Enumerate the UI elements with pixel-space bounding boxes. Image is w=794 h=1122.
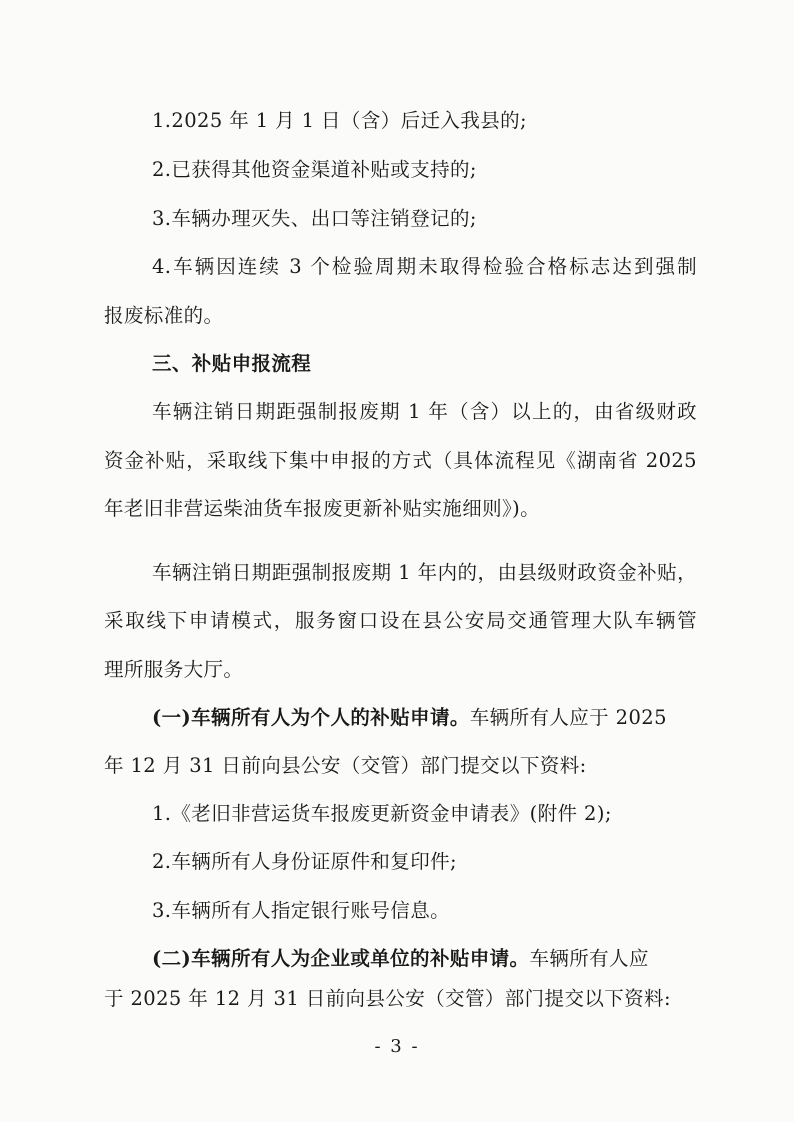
text-line: 2.已获得其他资金渠道补贴或支持的;	[152, 158, 477, 181]
text-run: 车辆所有人应	[529, 947, 649, 970]
text-line: 年老旧非营运柴油货车报废更新补贴实施细则》)。	[104, 497, 541, 520]
subsection-heading: (一)车辆所有人为个人的补贴申请。	[152, 706, 470, 729]
subsection-line	[152, 945, 649, 973]
text-run: 车辆所有人应于 2025	[469, 706, 667, 729]
text-line: 1.2025 年 1 月 1 日（含）后迁入我县的;	[152, 109, 528, 132]
subsection-heading: (二)车辆所有人为企业或单位的补贴申请。	[152, 947, 530, 970]
section-heading: 三、补贴申报流程	[152, 352, 312, 375]
text-line: 3.车辆所有人指定银行账号信息。	[152, 899, 451, 922]
page-number: - 3 -	[374, 1036, 420, 1057]
subsection-line	[152, 704, 667, 732]
text-line: 年 12 月 31 日前向县公安（交管）部门提交以下资料:	[104, 754, 587, 777]
text-line: 2.车辆所有人身份证原件和复印件;	[152, 850, 457, 873]
text-line: 理所服务大厅。	[104, 658, 244, 681]
text-line: 4.车辆因连续 3 个检验周期未取得检验合格标志达到强制	[152, 255, 697, 278]
text-line: 车辆注销日期距强制报废期 1 年（含）以上的，由省级财政	[152, 400, 697, 423]
text-line: 采取线下申请模式，服务窗口设在县公安局交通管理大队车辆管	[104, 609, 697, 632]
text-line: 报废标准的。	[104, 304, 224, 327]
text-line: 车辆注销日期距强制报废期 1 年内的，由县级财政资金补贴，	[152, 561, 697, 584]
text-line: 1.《老旧非营运货车报废更新资金申请表》(附件 2);	[152, 802, 612, 825]
text-line: 3.车辆办理灭失、出口等注销登记的;	[152, 207, 477, 230]
text-line: 于 2025 年 12 月 31 日前向县公安（交管）部门提交以下资料:	[104, 987, 671, 1010]
text-line: 资金补贴，采取线下集中申报的方式（具体流程见《湖南省 2025	[104, 449, 697, 472]
